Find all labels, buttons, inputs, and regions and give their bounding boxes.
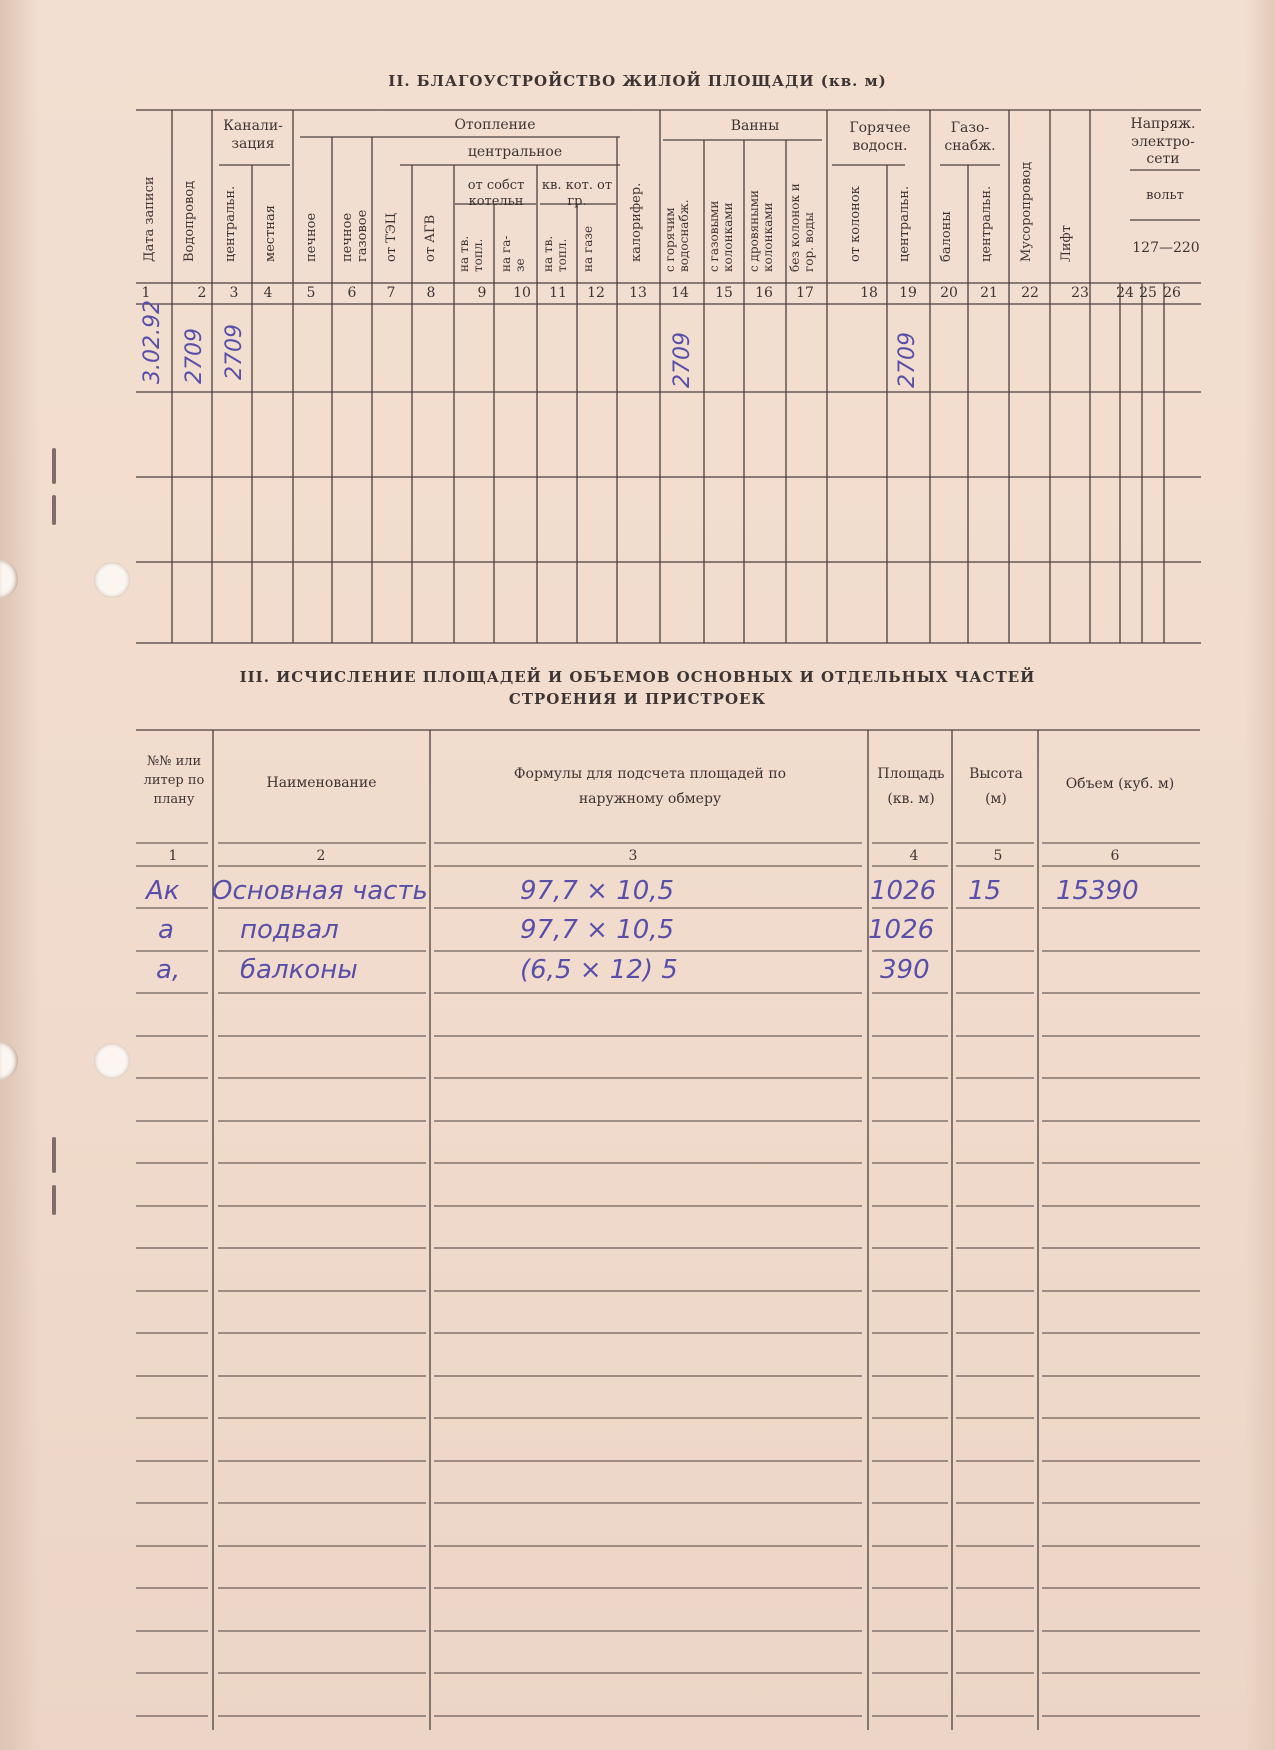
row-1-height: 15	[968, 876, 1002, 906]
header-heating-group: Отопление	[454, 117, 536, 133]
row-2-area: 1026	[868, 915, 935, 945]
header-lift: Лифт	[1059, 225, 1074, 262]
entry-sewer-central: 2709	[222, 324, 247, 380]
column-number: 7	[386, 285, 396, 301]
column-number: 12	[587, 285, 605, 301]
row-1-formula: 97,7 × 10,5	[520, 876, 675, 906]
header-solid-fuel-2: на тв. топл.	[541, 235, 569, 272]
header-formula: Формулы для подсчета площадей по наружному обмеру	[513, 766, 787, 807]
row-1-area: 1026	[870, 876, 937, 906]
header-hot-supply: с горячим водоснабж.	[663, 199, 691, 272]
header-area: Площадь (кв. м)	[877, 766, 945, 807]
header-solid-fuel: на тв. топл.	[457, 235, 485, 272]
header-heating-stove: печное	[304, 212, 319, 262]
column-number: 8	[426, 285, 436, 301]
section3-title-line1: III. ИСЧИСЛЕНИЕ ПЛОЩАДЕЙ И ОБЪЕМОВ ОСНОВНЫХ И ОТДЕЛЬНЫХ ЧАСТЕЙ	[239, 668, 1036, 686]
column-number: 10	[513, 285, 531, 301]
column-number: 5	[993, 848, 1003, 864]
column-number: 2	[197, 285, 207, 301]
column-number: 24	[1116, 285, 1134, 301]
row-2-no: а	[158, 915, 174, 945]
header-gas-columns: с газовыми колонками	[707, 200, 735, 272]
column-number: 3	[229, 285, 239, 301]
column-number: 4	[263, 285, 273, 301]
header-hw-central: центральн.	[897, 185, 912, 262]
header-date: Дата записи	[142, 176, 157, 262]
header-sewer-group: Канали- зация	[223, 118, 283, 152]
column-number: 2	[316, 848, 326, 864]
header-height: Высота (м)	[969, 766, 1023, 807]
header-own-boiler: от собст котельн	[467, 178, 525, 210]
column-number: 4	[909, 848, 919, 864]
column-number: 6	[347, 285, 357, 301]
header-gas: на га-зе	[499, 235, 527, 272]
column-number: 18	[860, 285, 878, 301]
column-number: 22	[1021, 285, 1039, 301]
header-gas-2: на газе	[581, 225, 595, 272]
column-number: 25	[1139, 285, 1157, 301]
header-volt: вольт	[1146, 188, 1184, 203]
row-3-formula: (6,5 × 12) 5	[520, 955, 678, 985]
entry-hot-supply: 2709	[670, 332, 695, 388]
row-2-formula: 97,7 × 10,5	[520, 915, 675, 945]
row-3-no: а,	[156, 955, 181, 985]
header-garbage: Мусоропровод	[1019, 161, 1034, 262]
column-number: 9	[477, 285, 487, 301]
header-quarter-boiler: кв. кот. от гр.	[541, 178, 613, 210]
column-number: 16	[755, 285, 773, 301]
header-sewer-local: местная	[263, 205, 278, 262]
column-number: 3	[628, 848, 638, 864]
column-number: 15	[715, 285, 733, 301]
row-1-volume: 15390	[1056, 876, 1139, 906]
header-sewer-central: центральн.	[223, 185, 238, 262]
header-volume: Объем (куб. м)	[1065, 776, 1175, 792]
header-hotwater-group: Горячее водосн.	[849, 120, 911, 154]
header-no: №№ или литер по плану	[143, 754, 205, 807]
column-number: 26	[1163, 285, 1181, 301]
column-number: 17	[796, 285, 814, 301]
header-name: Наименование	[266, 775, 377, 791]
entry-date: 3.02.92	[140, 300, 165, 384]
column-number: 13	[629, 285, 647, 301]
column-number: 11	[549, 285, 567, 301]
column-number: 6	[1110, 848, 1120, 864]
row-3-area: 390	[880, 955, 930, 985]
header-voltage-group: Напряж. электро-сети	[1130, 116, 1196, 167]
row-3-name: балконы	[240, 955, 358, 985]
header-gas-group: Газо-снабж.	[944, 120, 996, 154]
entry-water: 2709	[182, 328, 207, 384]
column-number: 23	[1071, 285, 1089, 301]
header-heating-stove-gas: печное газовое	[340, 209, 370, 262]
header-from-columns: от колонок	[848, 186, 863, 262]
column-number: 5	[306, 285, 316, 301]
header-from-tec: от ТЭЦ	[384, 212, 399, 262]
column-number: 1	[141, 285, 151, 301]
column-number: 21	[980, 285, 998, 301]
row-1-no: Ак	[146, 876, 180, 906]
column-number: 20	[940, 285, 958, 301]
section3-title-line2: СТРОЕНИЯ И ПРИСТРОЕК	[508, 690, 767, 708]
header-baths-group: Ванны	[730, 118, 780, 134]
header-gas-central: центральн.	[979, 185, 994, 262]
header-calorifer: калорифер.	[629, 182, 644, 262]
row-1-name: Основная часть	[212, 876, 428, 906]
header-from-agv: от АГВ	[423, 214, 438, 262]
header-cylinders: балоны	[939, 211, 954, 262]
row-2-name: подвал	[240, 915, 339, 945]
header-central-group: центральное	[467, 144, 563, 160]
header-wood-columns: с дровяными колонками	[747, 189, 775, 272]
column-number: 1	[168, 848, 178, 864]
header-water: Водопровод	[182, 180, 197, 262]
header-volt-range: 127—220	[1132, 240, 1200, 256]
header-no-columns: без колонок и гор. воды	[788, 183, 816, 272]
column-number: 19	[899, 285, 917, 301]
section2-title: II. БЛАГОУСТРОЙСТВО ЖИЛОЙ ПЛОЩАДИ (кв. м)	[388, 72, 887, 90]
column-number: 14	[671, 285, 689, 301]
entry-hw-central: 2709	[895, 332, 920, 388]
